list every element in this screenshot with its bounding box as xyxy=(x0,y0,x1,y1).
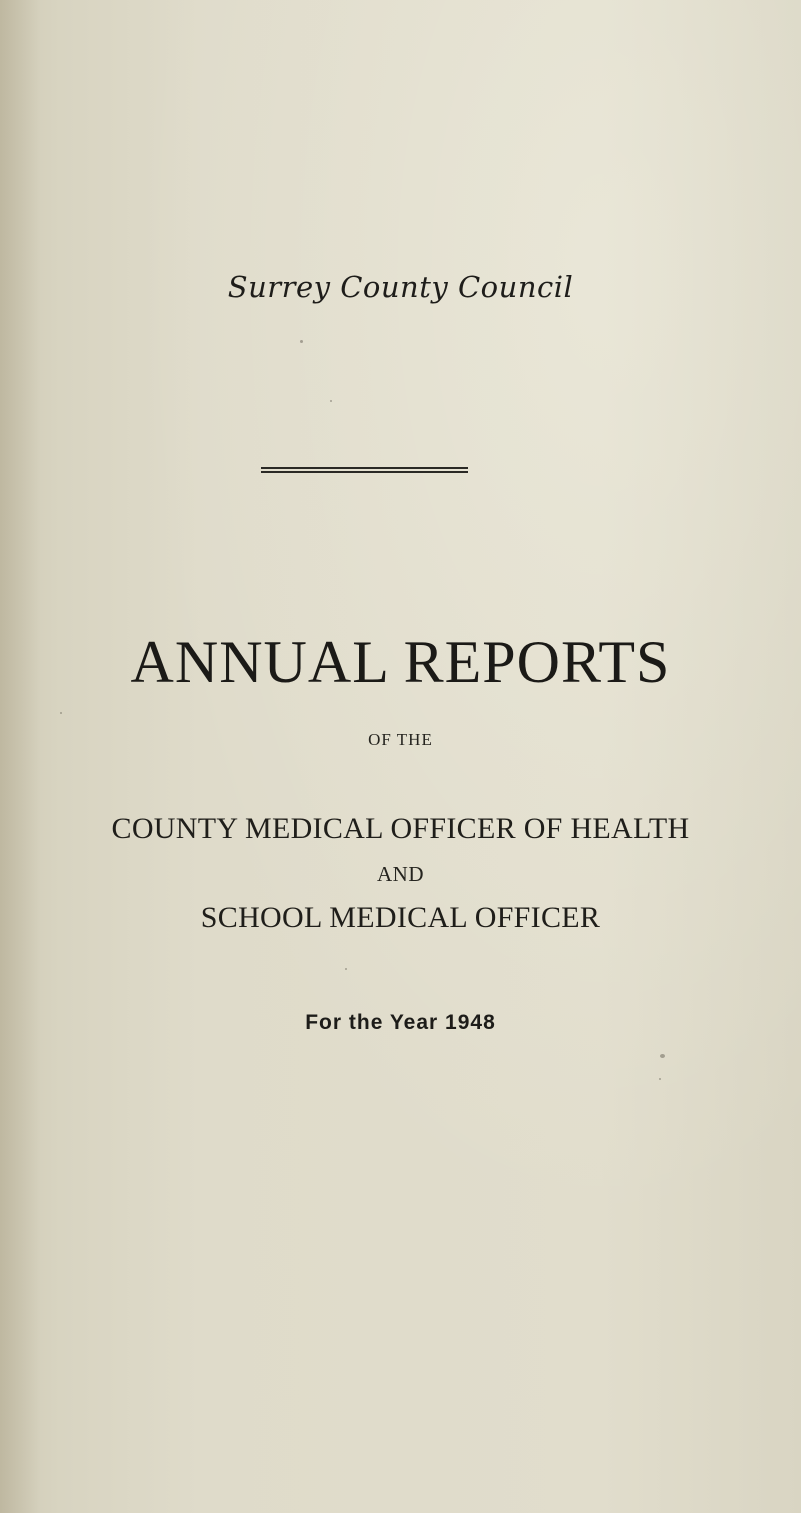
officer-conjunction: AND xyxy=(377,862,424,886)
paper-edge-shadow xyxy=(0,0,40,1513)
officer-title-health: COUNTY MEDICAL OFFICER OF HEALTH xyxy=(111,812,690,845)
report-title: ANNUAL REPORTS xyxy=(130,629,671,695)
title-connector: OF THE xyxy=(368,730,433,749)
council-name: Surrey County Council xyxy=(227,270,574,304)
paper-speck xyxy=(300,340,303,343)
paper-speck xyxy=(660,1054,665,1058)
paper-speck xyxy=(659,1078,661,1080)
double-rule-divider xyxy=(261,467,468,473)
report-year: For the Year 1948 xyxy=(305,1011,496,1034)
paper-speck xyxy=(345,968,347,970)
officer-title-school: SCHOOL MEDICAL OFFICER xyxy=(200,901,601,934)
paper-speck xyxy=(60,712,62,714)
paper-speck xyxy=(330,400,332,402)
